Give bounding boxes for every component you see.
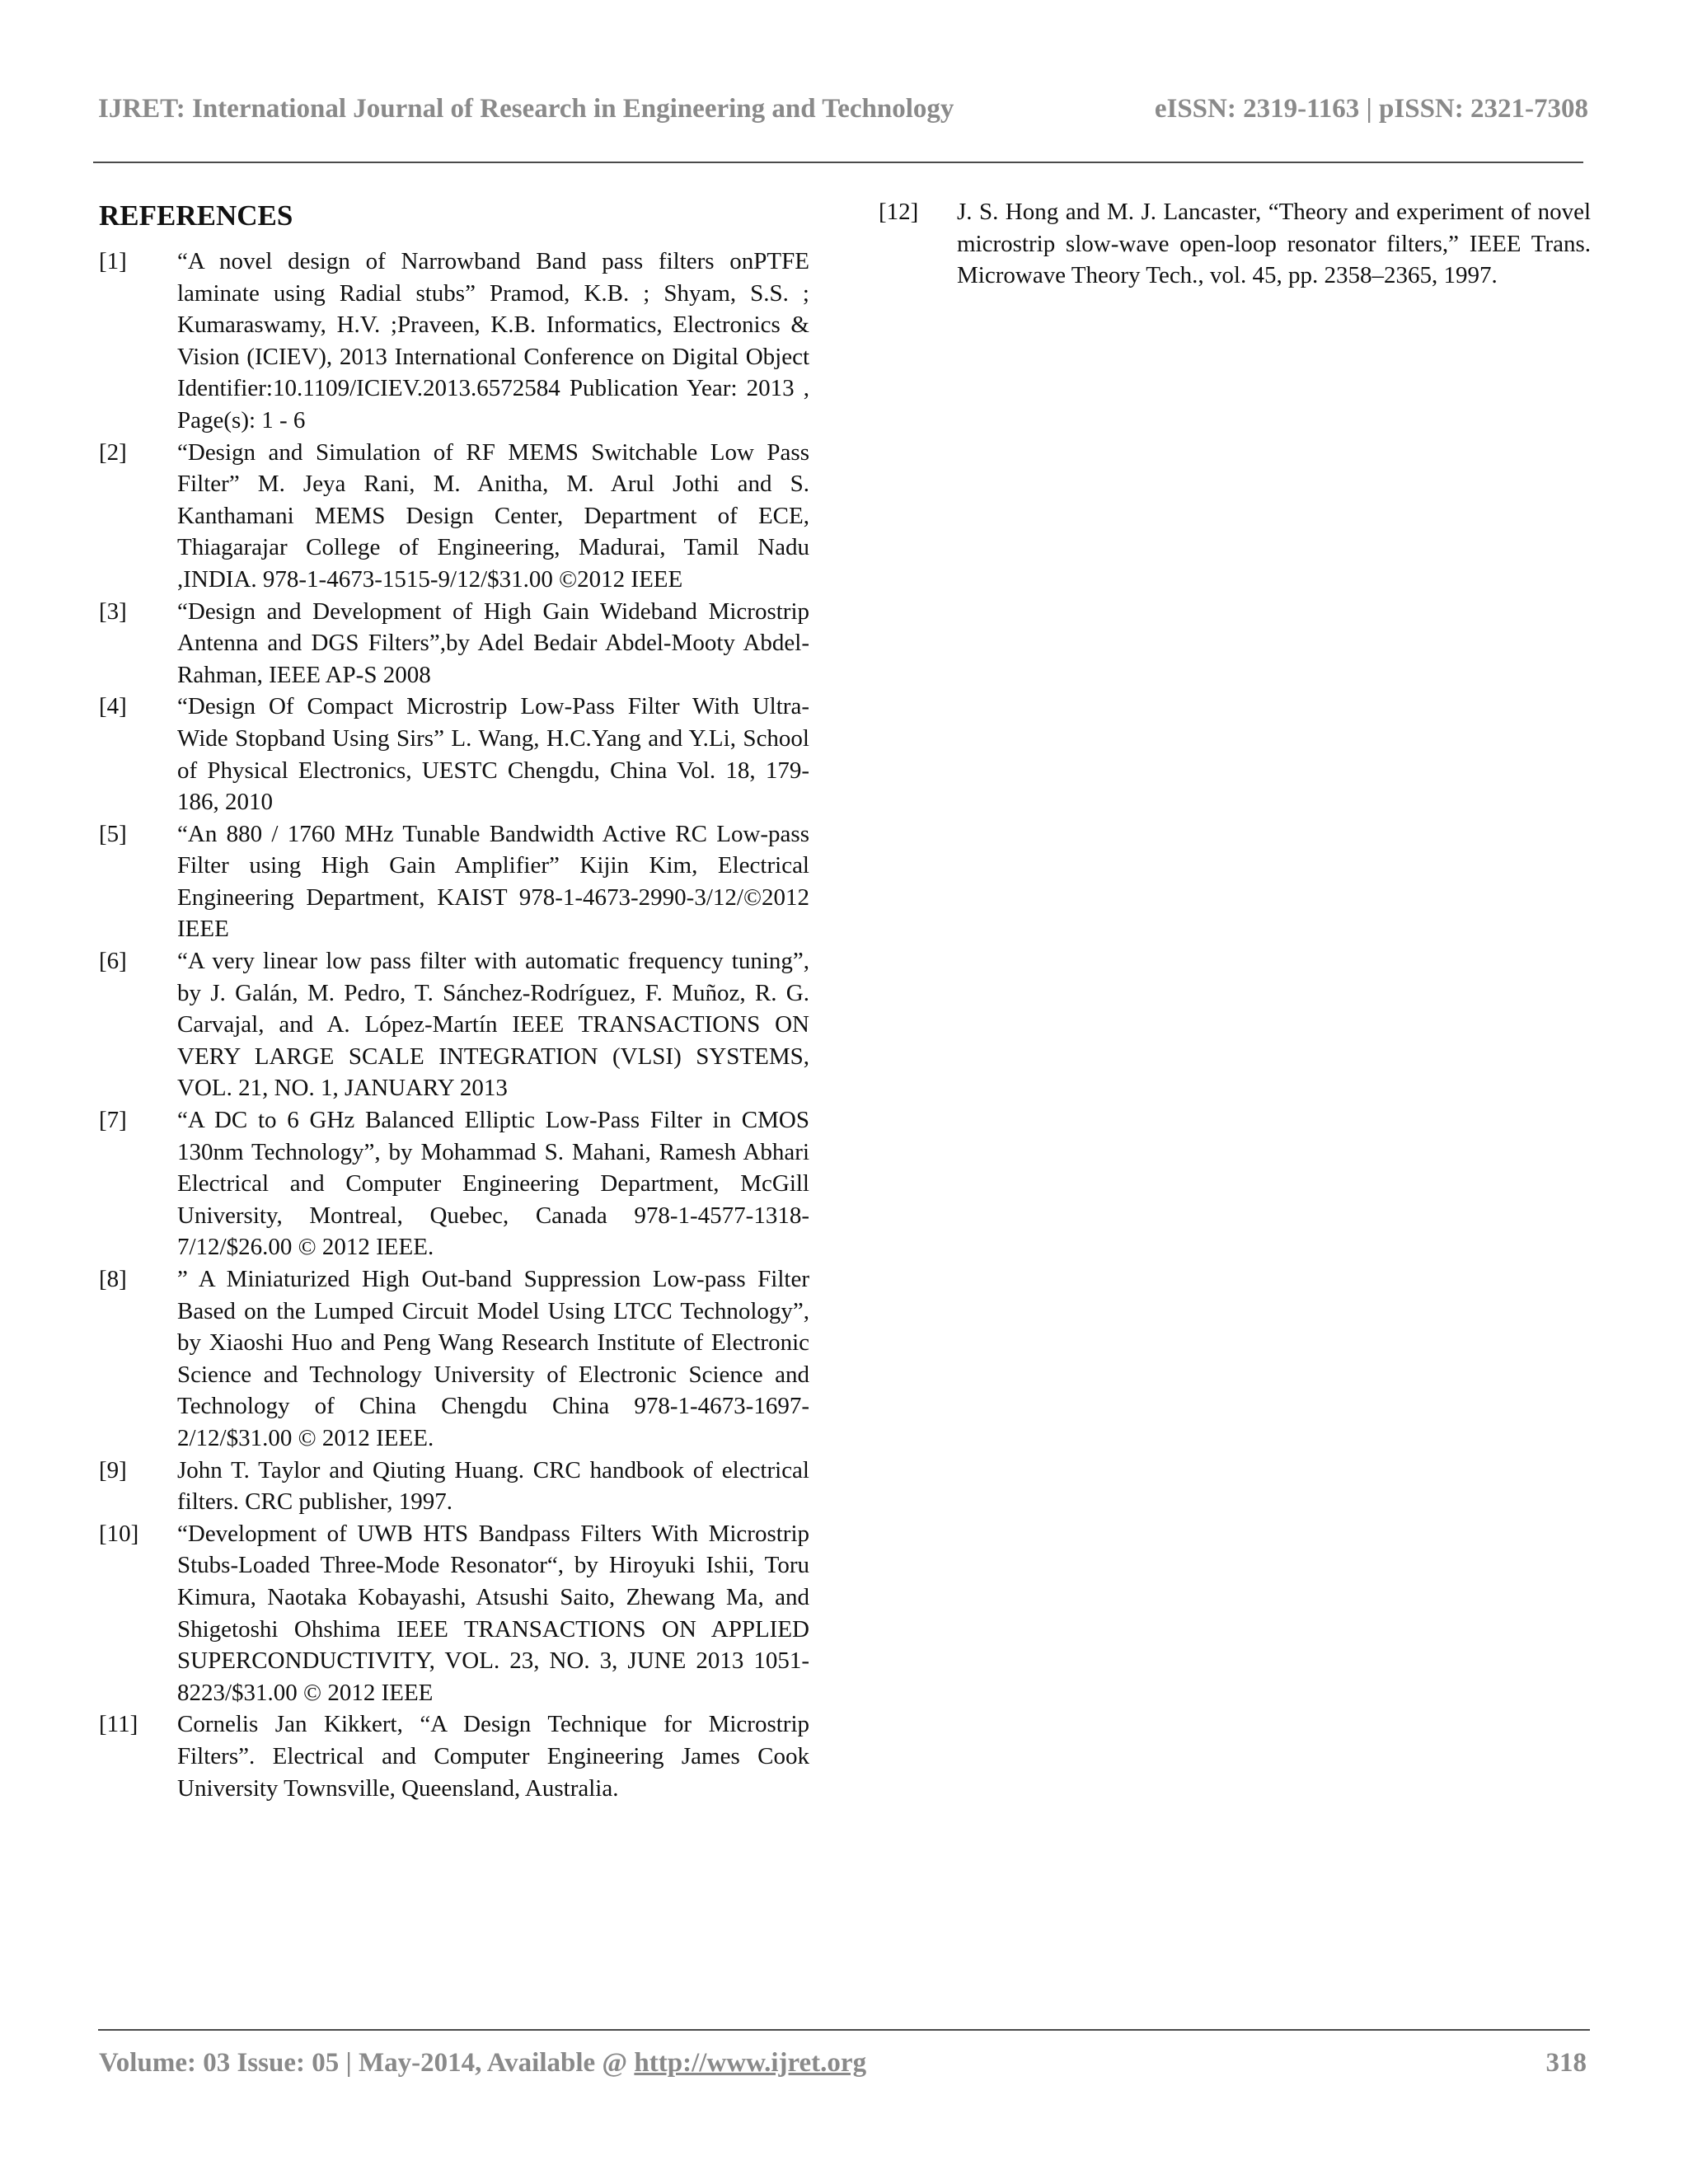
reference-number: [12]	[879, 199, 919, 225]
reference-text: “A DC to 6 GHz Balanced Elliptic Low-Pass Filter in CMOS 130nm Technology”, by Mohammad S. Mahani, Ramesh Abhari Electrical and Computer Engineering Department, McGill University, Montreal, Quebec, Canada 978-1-4577-1318-7/12/$26.00 © 2012 IEEE.	[177, 1107, 809, 1261]
reference-number: [6]	[99, 948, 127, 975]
reference-number: [9]	[99, 1456, 127, 1483]
reference-item	[99, 1104, 809, 1263]
footer-volume-text: Volume: 03 Issue: 05 | May-2014, Available @	[99, 2048, 635, 2078]
reference-item	[99, 596, 809, 691]
reference-number: [10]	[99, 1520, 139, 1547]
reference-item	[99, 1708, 809, 1804]
footer-volume-info	[99, 2048, 866, 2079]
reference-item	[99, 1263, 809, 1455]
page-footer	[99, 2048, 1587, 2079]
reference-text: “A novel design of Narrowband Band pass filters onPTFE laminate using Radial stubs” Pramod, K.B. ; Shyam, S.S. ; Kumaraswamy, H.V. ;Praveen, K.B. Informatics, Electronics & Vision (ICIEV), 2013 International Conference on Digital Object Identifier:10.1109/ICIEV.2013.6572584 Publication Year: 2013 , Page(s): 1 - 6	[177, 248, 809, 434]
page-number: 318	[1545, 2048, 1587, 2078]
reference-item	[99, 691, 809, 818]
reference-text: “Design and Development of High Gain Wideband Microstrip Antenna and DGS Filters”,by Adel Bedair Abdel-Mooty Abdel-Rahman, IEEE AP-S 2008	[177, 598, 809, 688]
reference-item	[879, 196, 1591, 292]
reference-number: [4]	[99, 693, 127, 720]
footer-divider	[98, 2029, 1590, 2031]
reference-number: [1]	[99, 248, 127, 274]
reference-item	[99, 945, 809, 1104]
left-column	[99, 196, 809, 1804]
references-heading: REFERENCES	[99, 199, 293, 232]
reference-text: Cornelis Jan Kikkert, “A Design Technique for Microstrip Filters”. Electrical and Computer Engineering James Cook University Townsville, Queensland, Australia.	[177, 1711, 809, 1802]
reference-text: ” A Miniaturized High Out-band Suppression Low-pass Filter Based on the Lumped Circuit Model Using LTCC Technology”, by Xiaoshi Huo and Peng Wang Research Institute of Electronic Science and Technology University of Electronic Science and Technology of China Chengdu China 978-1-4673-1697-2/12/$31.00 © 2012 IEEE.	[177, 1266, 809, 1451]
reference-number: [2]	[99, 438, 127, 466]
reference-text: “Development of UWB HTS Bandpass Filters With Microstrip Stubs-Loaded Three-Mode Resonator“, by Hiroyuki Ishii, Toru Kimura, Naotaka Kobayashi, Atsushi Saito, Zhewang Ma, and Shigetoshi Ohshima IEEE TRANSACTIONS ON APPLIED SUPERCONDUCTIVITY, VOL. 23, NO. 3, JUNE 2013 1051-8223/$31.00 © 2012 IEEE	[177, 1520, 809, 1706]
reference-item	[99, 1518, 809, 1709]
journal-website-link[interactable]: http://www.ijret.org	[634, 2048, 867, 2078]
reference-item	[99, 1455, 809, 1518]
reference-number: [5]	[99, 820, 127, 847]
reference-text: “An 880 / 1760 MHz Tunable Bandwidth Active RC Low-pass Filter using High Gain Amplifier” Kijin Kim, Electrical Engineering Department, KAIST 978-1-4673-2990-3/12/©2012 IEEE	[177, 820, 809, 943]
reference-item	[99, 818, 809, 945]
page-header	[98, 94, 1588, 124]
reference-item	[99, 437, 809, 596]
journal-title: IJRET: International Journal of Research in Engineering and Technology	[98, 94, 954, 124]
reference-number: [7]	[99, 1107, 127, 1134]
reference-number: [8]	[99, 1266, 127, 1292]
right-column	[879, 196, 1591, 292]
issn-info: eISSN: 2319-1163 | pISSN: 2321-7308	[1154, 94, 1588, 124]
reference-text: “A very linear low pass filter with automatic frequency tuning”, by J. Galán, M. Pedro, T. Sánchez-Rodríguez, F. Muñoz, R. G. Carvajal, and A. López-Martín IEEE TRANSACTIONS ON VERY LARGE SCALE INTEGRATION (VLSI) SYSTEMS, VOL. 21, NO. 1, JANUARY 2013	[177, 948, 809, 1102]
reference-item	[99, 246, 809, 437]
header-divider	[93, 162, 1583, 163]
reference-number: [3]	[99, 598, 127, 625]
reference-text: J. S. Hong and M. J. Lancaster, “Theory and experiment of novel microstrip slow-wave open-loop resonator filters,” IEEE Trans. Microwave Theory Tech., vol. 45, pp. 2358–2365, 1997.	[957, 199, 1591, 289]
reference-number: [11]	[99, 1711, 138, 1738]
reference-text: “Design and Simulation of RF MEMS Switchable Low Pass Filter” M. Jeya Rani, M. Anitha, M. Arul Jothi and S. Kanthamani MEMS Design Center, Department of ECE, Thiagarajar College of Engineering, Madurai, Tamil Nadu ,INDIA. 978-1-4673-1515-9/12/$31.00 ©2012 IEEE	[177, 438, 809, 593]
reference-text: “Design Of Compact Microstrip Low-Pass Filter With Ultra-Wide Stopband Using Sirs” L. Wang, H.C.Yang and Y.Li, School of Physical Electronics, UESTC Chengdu, China Vol. 18, 179-186, 2010	[177, 693, 809, 816]
reference-text: John T. Taylor and Qiuting Huang. CRC handbook of electrical filters. CRC publisher, 1997.	[177, 1456, 809, 1516]
